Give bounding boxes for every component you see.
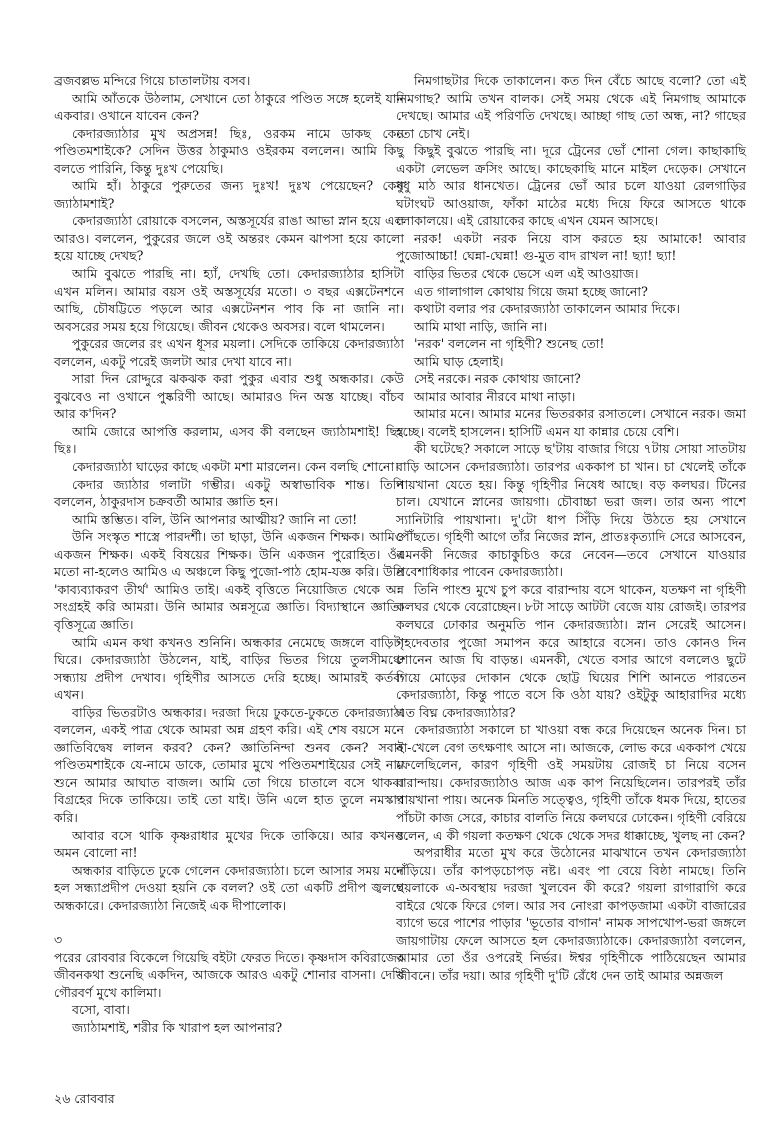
paragraph: কেদারজ্যাঠা ঘাড়ের কাছে একটা মশা মারলেন। কেন বলছি শোনো। (72, 459, 399, 475)
paragraph: কেদারজ্যাঠা রোয়াকে বসলেন, অস্তসূর্যের রাঙা আভা স্নান হয়ে এল আরও। বললেন, পুকুরের জলে ওই অন্তরং কেমন ঝাপসা হয়ে কালো হয়ে যাচ্ছে দেখছ? (54, 213, 404, 264)
paragraph: আমি মাথা নাড়ি, জানি না। (414, 318, 548, 334)
paragraph: পুকুরের জলের রং এখন ধূসর ময়লা। সেদিকে তাকিয়ে কেদারজ্যাঠা বললেন, একটু পরেই জলটা আর দেখা যাবে না। (54, 336, 404, 369)
paragraph: কেদারজ্যাঠার মুখ অপ্রসন্ন! ছিঃ, ওরকম নামে ডাকছ কেন পণ্ডিতমশাইকে? সেদিন উত্তর ঠাকুমাও ওইরকম বললেন। আমি কিছু বলতে পারিনি, কিন্তু দুঃখ পেয়েছি। (54, 125, 404, 176)
paragraph: তিনি পাংশু মুখে চুপ করে বারান্দায় বসে থাকেন, যতক্ষণ না গৃহিণী কলঘর থেকে বেরোচ্ছেন। ৮টা সাড়ে আটটা বেজে যায় রোজই। তারপর কলঘরে ঢোকার অনুমতি পান কেদারজ্যাঠা। স্নান সেরেই আসেন। গৃহদেবতার পুজো সমাপন করে আহারে বসেন। তাও কোনও দিন শোনেন আজ ঘি বাড়ন্ত। এমনকী, খেতে বসার আগে বললেও ছুটে গিয়ে মোড়ের দোকান থেকে ছোট্ট ঘিয়ের শিশি আনতে পারতেন কেদারজ্যাঠা, কিন্তু পাতে বসে কি ওঠা যায়? ওইটুকু আহারাদির মধ্যে এত বিঘ্ন কেদারজ্যাঠার? (396, 581, 746, 720)
paragraph: উনি সংস্কৃত শাস্ত্রে পারদর্শী। তা ছাড়া, উনি একজন শিক্ষক। আমিও একজন শিক্ষক। একই বিষয়ের শিক্ষক। উনি একজন পুরোহিত। ওঁর মতো না-হলেও আমিও এ অঞ্চলে কিছু পুজো-পাঠ হোম-যজ্ঞ করি। উনি 'কাব্যব্যাকরণ তীর্থ' আমিও তাই। একই বৃত্তিতে নিয়োজিত থেকে অন্ন সংগ্রহই করি আমরা। উনি আমার অন্নসূত্রে জ্ঞাতি। বিদ্যাস্থানে জ্ঞাতি। বৃত্তিসূত্রে জ্ঞাতি। (54, 529, 404, 632)
paragraph: কেদার জ্যাঠার গলাটা গম্ভীর। একটু অস্বাভাবিক শান্ত। তিনি বললেন, ঠাকুরদাস চক্রবর্তী আমার জ্ঞাতি হন। (54, 476, 404, 510)
magazine-name: রোববার (74, 1091, 115, 1106)
paragraph: আমি আঁতকে উঠলাম, সেখানে তো ঠাকুরে পণ্ডিত সঙ্গে হলেই যান একবার। ওখানে যাবেন কেন? (54, 90, 404, 124)
paragraph: আমার মনে। আমার মনের ভিতরকার রসাতলে। সেখানে নরক। জমা হচ্ছে। বলেই হাসলেন। হাসিটি এমন যা কান্নার চেয়ে বেশি। (396, 406, 746, 439)
paragraph: বাড়ির ভিতর থেকে ভেসে এল এই আওয়াজ। (414, 266, 639, 282)
paragraph: আমি হাঁ। ঠাকুরে পুরুতের জন্য দুঃখ! দুঃখ পেয়েছেন? কেন জ্যাঠামশাই? (54, 178, 404, 211)
paragraph: ব্রজবল্লভ মন্দিরে গিয়ে চাতালটায় বসব। (54, 73, 251, 88)
page-footer (54, 1090, 115, 1107)
paragraph: বাড়ির ভিতরটাও অন্ধকার। দরজা দিয়ে ঢুকতে-ঢুকতে কেদারজ্যাঠা বললেন, একই পাত্র থেকে আমরা অন্ন গ্রহণ করি। এই শেষ বয়সে মনে জ্ঞাতিবিদ্বেষ লালন করব? কেন? জ্ঞাতিনিন্দা শুনব কেন? সবাই পণ্ডিতমশাইকে যে-নামে ডাকে, তোমার মুখে পণ্ডিতমশাইয়ের সেই নাম শুনে আমার আঘাত বাজল। আমি তো গিয়ে চাতালে বসে থাকব। বিগ্রহের দিকে তাকিয়ে। তাই তো যাই। উনি এলে হাত তুলে নমস্কার করি। (54, 704, 404, 825)
paragraph: সারা দিন রোদ্দুরে ঝকঝক করা পুকুর এবার শুধু অন্ধকার। কেউ বুঝবেও না ওখানে পুষ্করিণী আছে। আমারও দিন অস্ত যাচ্ছে। বাঁচব আর ক'দিন? (54, 371, 404, 422)
paragraph: এত গালাগাল কোথায় গিয়ে জমা হচ্ছে জানো? (414, 283, 648, 299)
paragraph: সেই নরকে। নরক কোথায় জানো? (414, 371, 581, 387)
paragraph: কী ঘটেছে? সকালে সাড়ে ছ'টায় বাজার গিয়ে ৭টায় সোয়া সাতটায় বাড়ি আসেন কেদারজ্যাঠা। তারপর এককাপ চা খান। চা খেলেই তাঁকে পায়খানা যেতে হয়। কিন্তু গৃহিণীর নিষেধ আছে। বড় কলঘর। টিনের চাল। যেখানে স্নানের জায়গা। চৌবাচ্চা ভরা জল। তার অন্য পাশে স্যানিটারি পায়খানা। দু'টো ধাপ সিঁড়ি দিয়ে উঠতে হয় সেখানে পৌঁছতে। গৃহিণী আগে তাঁর নিজের স্নান, প্রাতঃকৃত্যাদি সেরে আসবেন, এমনকী নিজের কাচাকুচিও করে নেবেন—তবে সেখানে যাওয়ার প্রবেশাধিকার পাবেন কেদারজ্যাঠা। (396, 441, 746, 580)
paragraph: নিমগাছটার দিকে তাকালেন। কত দিন বেঁচে আছে বলো? তো এই নিমগাছ? আমি তখন বালক। সেই সময় থেকে এই নিমগাছ আমাকে দেখছে। আমার এই পরিণতি দেখছে। আচ্ছা গাছ তো অন্ধ, না? গাছের তো চোখ নেই। (396, 73, 746, 141)
paragraph: কেদারজ্যাঠা সকালে চা খাওয়া বন্ধ করে দিয়েছেন অনেক দিন। চা না-খেলে বেগ তৎক্ষণাৎ আসে না। আজকে, লোভ করে এককাপ খেয়ে ফেলেছিলেন, কারণ গৃহিণী ওই সময়টায় রোজই চা নিয়ে বসেন বারান্দায়। কেদারজ্যাঠাও আজ এক কাপ নিয়েছিলেন। তারপরই তাঁর পায়খানা পায়। অনেক মিনতি সত্ত্বেও, গৃহিণী তাঁকে ধমক দিয়ে, হাতের পাঁচটা কাজ সেরে, কাচার বালতি নিয়ে কলঘরে ঢোকেন। গৃহিণী বেরিয়ে বলেন, এ কী গয়লা কতক্ষণ থেকে থেকে সদর ধাক্কাচ্ছে, খুলছ না কেন? (396, 722, 746, 843)
page-number: ২৬ (54, 1091, 71, 1106)
paragraph: পরের রোববার বিকেলে গিয়েছি বইটা ফেরত দিতে। কৃষ্ণদাস কবিরাজের জীবনকথা শুনেছি একদিন, আজকে আরও একটু শোনার বাসনা। দেখি গৌরবর্ণ মুখে কালিমা। (54, 949, 404, 1000)
paragraph: কিছুই বুঝতে পারছি না। দূরে ট্রেনের ভোঁ শোনা গেল। কাছাকাছি একটা লেভেল ক্রসিং আছে। কাছেকাছি মানে মাইল দেড়েক। সেখানে ধুধু মাঠ আর ধানখেত। ট্রেনের ভোঁ আর চলে যাওয়া রেলগাড়ির ঘটাংঘট আওয়াজ, ফাঁকা মাঠের মধ্যে দিয়ে ফিরে আসতে থাকে লোকালয়ে। এই রোয়াকের কাছে এখন যেমন আসছে। (396, 143, 746, 229)
section-number: ৩ (54, 932, 63, 948)
paragraph: আমার আবার নীরবে মাথা নাড়া। (414, 388, 576, 404)
paragraph: অপরাধীর মতো মুখ করে উঠোনের মাঝখানে তখন কেদারজ্যাঠা দাঁড়িয়ে। তাঁর কাপড়চোপড় নষ্ট। এবং পা বেয়ে বিষ্ঠা নামছে। তিনি গয়লাকে এ-অবস্থায় দরজা খুলবেন কী করে? গয়লা রাগারাগি করে বাইরে থেকে ফিরে গেল। আর সব নোংরা কাপড়জামা একটা বাজারের ব্যাগে ভরে পাশের পাড়ার 'ভূতোর বাগান' নামক সাপখোপ-ভরা জঙ্গলে জায়গাটায় ফেলে আসতে হল কেদারজ্যাঠাকে। কেদারজ্যাঠা বললেন, আমার তো ওঁর ওপরেই নির্ভর। ঈশ্বর গৃহিণীকে পাঠিয়েছেন আমার জীবনে। তাঁর দয়া। আর গৃহিণী দু'টি রেঁধে দেন তাই আমার অন্নজল (396, 845, 746, 983)
paragraph: কথাটা বলার পর কেদারজ্যাঠা তাকালেন আমার দিকে। (414, 301, 681, 317)
paragraph: আমি এমন কথা কখনও শুনিনি। অন্ধকার নেমেছে জঙ্গলে বাড়িটা ঘিরে। কেদারজ্যাঠা উঠলেন, যাই, বাড়ির ভিতর গিয়ে তুলসীমঞ্চে সন্ধ্যায় প্রদীপ দেখাব। গৃহিণীর আসতে দেরি হচ্ছে। আমারই কর্তব্য এখন। (54, 634, 404, 703)
paragraph: বসো, বাবা। (72, 1002, 130, 1018)
right-column (396, 72, 746, 984)
paragraph: আমি বুঝতে পারছি না। হ্যাঁ, দেখছি তো। কেদারজ্যাঠার হাসিটা এখন মলিন। আমার বয়স ওই অস্তসূর্যের মতো। ৩ বছর এক্সটেনশনে আছি, চৌষট্টিতে পড়লে আর এক্সটেনশন পাব কি না জানি না। অবসরের সময় হয়ে গিয়েছে। জীবন থেকেও অবসর। বলে থামলেন। (54, 266, 404, 334)
left-column (54, 72, 404, 1037)
paragraph: নরক! একটা নরক নিয়ে বাস করতে হয় আমাকে! আবার পুজোআচ্চা! ঘেন্না-ঘেন্না! গু-মুত বাদ রাখল না! ছ্যা! ছ্যা! (396, 230, 746, 264)
paragraph: আমি স্তম্ভিত। বলি, উনি আপনার আত্মীয়? জানি না তো! (72, 511, 358, 527)
paragraph: আমি ঘাড় হেলাই। (414, 353, 504, 369)
paragraph: অন্ধকার বাড়িতে ঢুকে গেলেন কেদারজ্যাঠা। চলে আসার সময় মনে হল সন্ধ্যাপ্রদীপ দেওয়া হয়নি কে বলল? ওই তো একটি প্রদীপ জ্বলছে অন্ধকারে। কেদারজ্যাঠা নিজেই এক দীপালোক। (54, 862, 404, 913)
paragraph: আবার বসে থাকি কৃষ্ণরাধার মুখের দিকে তাকিয়ে। আর কখনও অমন বোলো না! (54, 827, 404, 861)
paragraph: 'নরক' বললেন না গৃহিণী? শুনেছ তো! (414, 336, 605, 352)
paragraph: আমি জোরে আপত্তি করলাম, এসব কী বলছেন জ্যাঠামশাই! ছিঃ ছিঃ। (54, 423, 404, 457)
paragraph: জ্যাঠামশাই, শরীর কি খারাপ হল আপনার? (72, 1019, 283, 1035)
